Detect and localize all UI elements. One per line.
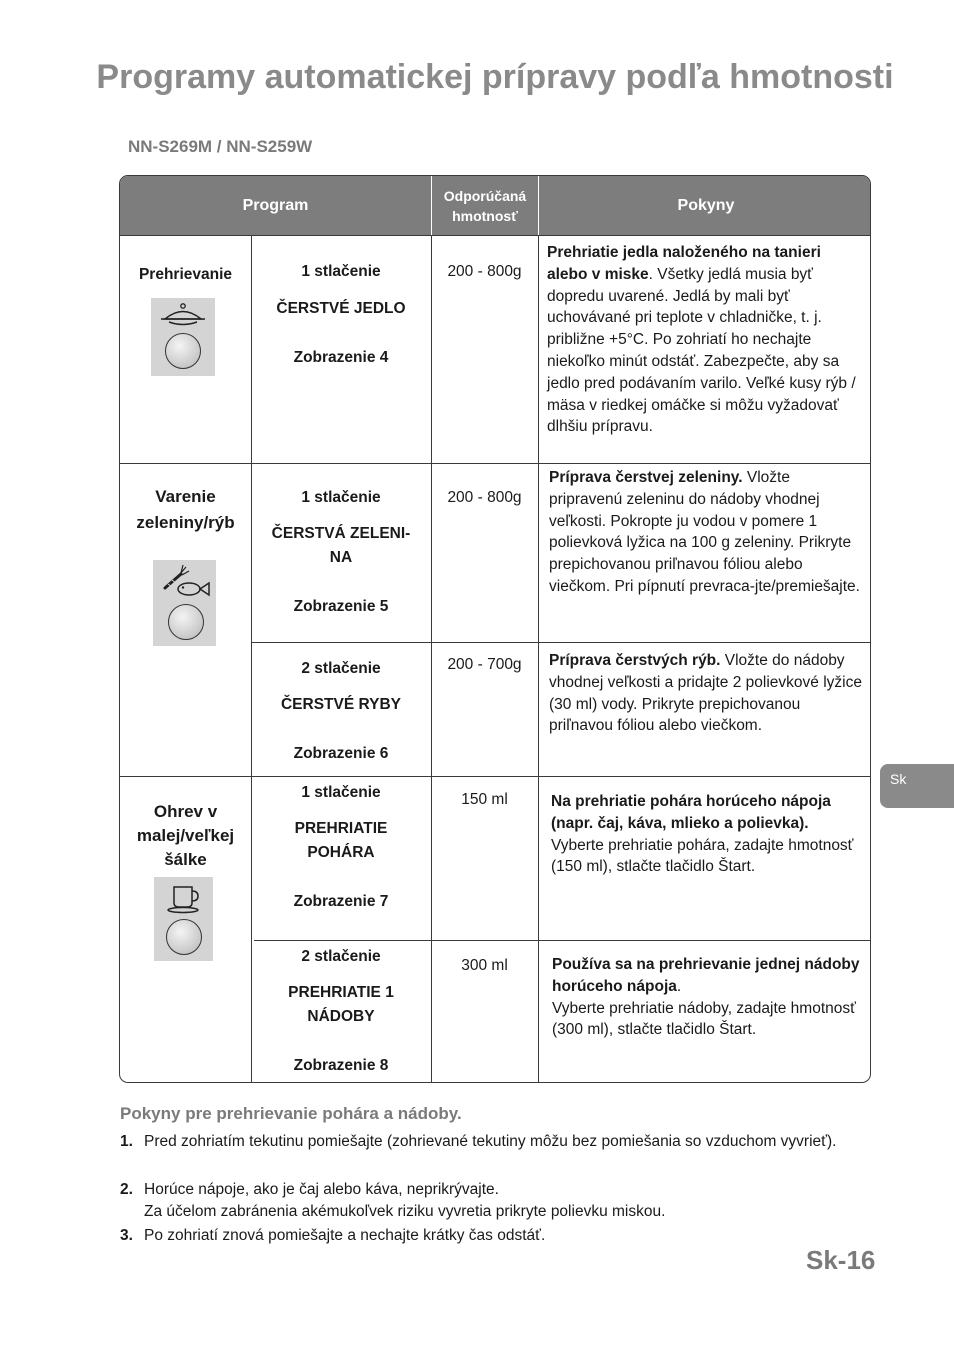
- g3-r2-display: Zobrazenie 8: [293, 1057, 389, 1074]
- language-tab[interactable]: Sk: [880, 764, 954, 808]
- g1-r1-display: Zobrazenie 4: [293, 349, 389, 366]
- model-number: NN-S269M / NN-S259W: [128, 137, 313, 156]
- g3-r2-weight: 300 ml: [461, 957, 508, 974]
- program-table: [119, 175, 871, 1083]
- plate-cover-icon: [151, 300, 215, 330]
- g3-r1-press: 1 stlačenie: [301, 784, 381, 801]
- g3-r1-weight: 150 ml: [461, 791, 508, 808]
- header-weight: Odporúčaná hmotnosť: [432, 176, 538, 235]
- reheat-knob[interactable]: [165, 333, 201, 369]
- g2-r2-press: 2 stlačenie: [301, 660, 381, 677]
- program-name-reheat: Prehrievanie: [138, 266, 233, 283]
- page-number: Sk-16: [806, 1245, 876, 1275]
- g1-r1-press: 1 stlačenie: [301, 263, 381, 280]
- carrot-fish-icon: [153, 562, 216, 602]
- g2-r2-food: ČERSTVÉ RYBY: [280, 696, 401, 713]
- g1-r1-weight: 200 - 800g: [447, 263, 522, 280]
- program-name-cup: Ohrev v malej/veľkej šálke: [136, 802, 235, 869]
- cup-knob[interactable]: [166, 919, 202, 955]
- g3-r2-food: PREHRIATIE 1 NÁDOBY: [288, 984, 394, 1025]
- note-item: 2. Horúce nápoje, ako je čaj alebo káva, neprikrývajte. Za účelom zabránenia akémukoľvek riziku vyvretia prikryte polievku miskou.: [120, 1181, 666, 1220]
- g2-r1-food: ČERSTVÁ ZELENI-NA: [271, 525, 411, 566]
- note-item: 1. Pred zohriatím tekutinu pomiešajte (zohrievané tekutiny môžu bez pomiešania so vzduchom vyvrieť).: [120, 1133, 837, 1150]
- g2-r1-instructions: Príprava čerstvej zeleniny. Vložte pripravenú zeleninu do nádoby vhodnej veľkosti. Pokropte ju vodou v pomere 1 polievková lyžica na 100 g zeleniny. Prikryte prepichovanou priľnavou fóliou alebo viečkom. Pri pípnutí prevraca-jte/premiešajte.: [549, 469, 860, 595]
- cup-icon: [154, 879, 213, 915]
- header-program: Program: [120, 176, 431, 235]
- g2-r1-press: 1 stlačenie: [301, 489, 381, 506]
- program-name-veg-fish: Varenie zeleniny/rýb: [136, 487, 235, 532]
- g2-r2-weight: 200 - 700g: [447, 656, 522, 673]
- g1-r1-food: ČERSTVÉ JEDLO: [276, 300, 406, 317]
- g2-r2-display: Zobrazenie 6: [293, 745, 389, 762]
- g3-r1-instructions: Na prehriatie pohára horúceho nápoja (napr. čaj, káva, mlieko a polievka). Vyberte prehriatie pohára, zadajte hmotnosť (150 ml), stlačte tlačidlo Štart.: [551, 793, 854, 876]
- note-item: 3. Po zohriatí znová pomiešajte a nechajte krátky čas odstáť.: [120, 1227, 546, 1244]
- g2-r1-display: Zobrazenie 5: [293, 598, 389, 615]
- g3-r1-food: PREHRIATIE POHÁRA: [294, 820, 388, 861]
- reheat-button-graphic[interactable]: [151, 298, 215, 376]
- veg-fish-button-graphic[interactable]: [153, 560, 216, 646]
- cup-button-graphic[interactable]: [154, 877, 213, 961]
- g2-r2-instructions: Príprava čerstvých rýb. Vložte do nádoby vhodnej veľkosti a pridajte 2 polievkové lyžice (30 ml) vody. Prikryte prepichovanou priľnavou fóliou alebo viečkom.: [549, 652, 862, 735]
- veg-fish-knob[interactable]: [168, 604, 204, 640]
- notes-title: Pokyny pre prehrievanie pohára a nádoby.: [120, 1104, 462, 1123]
- page-title: Programy automatickej prípravy podľa hmotnosti: [96, 58, 894, 96]
- g3-r2-press: 2 stlačenie: [301, 948, 381, 965]
- header-instructions: Pokyny: [539, 176, 871, 235]
- g3-r1-display: Zobrazenie 7: [293, 893, 389, 910]
- g1-r1-instructions: Prehriatie jedla naloženého na tanieri alebo v miske. Všetky jedlá musia byť dopredu uvarené. Jedlá by mali byť uchovávané pri teplote v chladničke, t. j. približne +5°C. Po zohriatí ho nechajte niekoľko minút odstáť. Zabezpečte, aby sa jedlo pred podávaním varilo. Veľké kusy rýb / mäsa v riedkej omáčke si môžu vyžadovať dlhšiu prípravu.: [547, 244, 856, 436]
- g3-r2-instructions: Používa sa na prehrievanie jednej nádoby horúceho nápoja. Vyberte prehriatie nádoby, zadajte hmotnosť (300 ml), stlačte tlačidlo Štart.: [552, 956, 860, 1039]
- g2-r1-weight: 200 - 800g: [447, 489, 522, 506]
